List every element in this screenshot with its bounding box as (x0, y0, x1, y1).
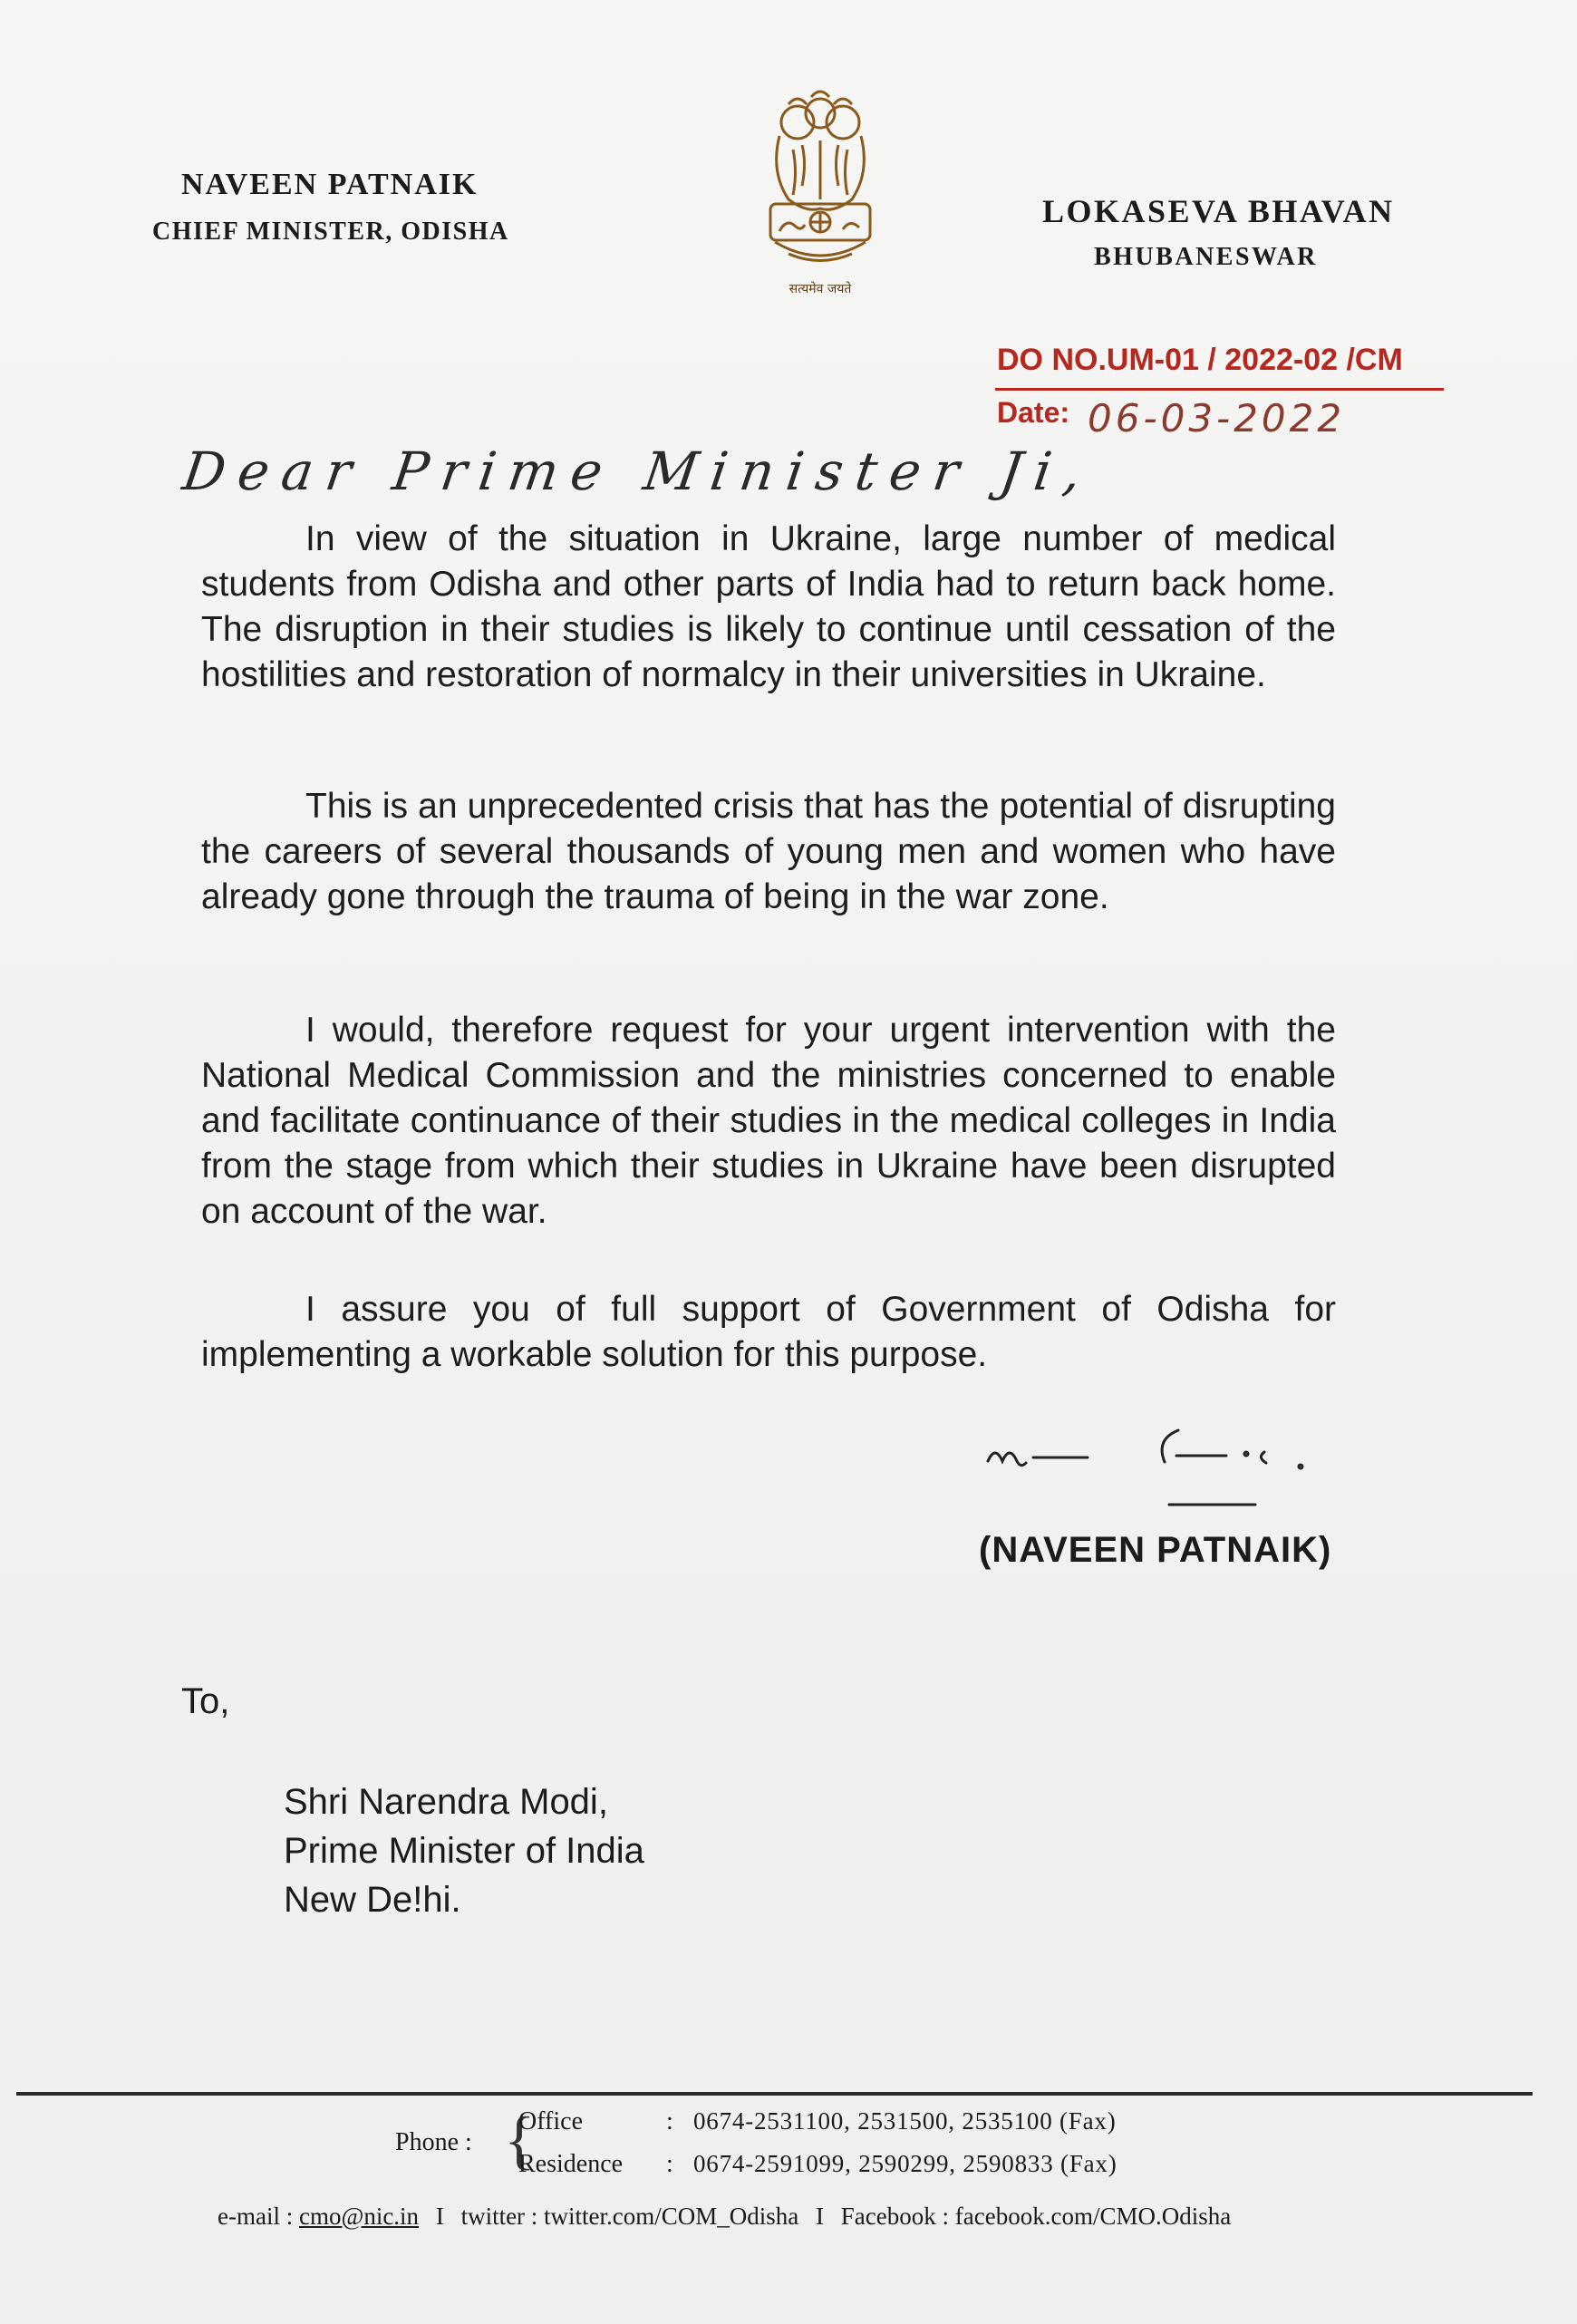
to-label: To, (181, 1681, 230, 1721)
body-paragraph: In view of the situation in Ukraine, large number of medical students from Odisha and other parts of India had to return back home. The disruption in their studies is likely to continue until cessation of the hostilities and restoration of normalcy in their universities in Ukraine. (201, 519, 1336, 694)
office-label: Office (518, 2107, 583, 2135)
email-link[interactable]: cmo@nic.in (298, 2203, 420, 2230)
office-colon: : (666, 2107, 673, 2135)
footer-divider (16, 2092, 1533, 2096)
residence-numbers: 0674-2591099, 2590299, 2590833 (Fax) (693, 2150, 1117, 2177)
phone-brace: { (504, 2104, 536, 2176)
office-numbers: 0674-2531100, 2531500, 2535100 (Fax) (693, 2107, 1117, 2135)
body-paragraph: This is an unprecedented crisis that has the potential of disrupting the careers of several thousands of young men and women who have already gone through the trauma of being in the war zone. (201, 787, 1336, 916)
sender-title: CHIEF MINISTER, ODISHA (152, 218, 509, 246)
do-number-underline (995, 388, 1444, 391)
separator: I (816, 2203, 825, 2230)
national-emblem-icon (752, 86, 888, 304)
contact-line (218, 2203, 1231, 2231)
residence-label: Residence (518, 2150, 624, 2178)
email-label: e-mail : (218, 2203, 294, 2230)
handwritten-signature (979, 1414, 1396, 1523)
facebook-label: Facebook : (840, 2203, 950, 2230)
date-value: 06-03-2022 (1088, 396, 1346, 441)
sender-name: NAVEEN PATNAIK (181, 168, 479, 201)
office-name: LOKASEVA BHAVAN (1042, 193, 1395, 229)
date-label: Date: (997, 396, 1070, 429)
body-paragraph: I assure you of full support of Government of Odisha for implementing a workable solution for this purpose. (201, 1290, 1336, 1374)
handwritten-salutation (179, 421, 1098, 521)
do-number: DO NO.UM-01 / 2022-02 /CM (997, 343, 1403, 377)
body-paragraph: I would, therefore request for your urgent intervention with the National Medical Commission and the ministries concerned to enable and facilitate continuance of their studies in the medical colleges in India from the stage from which their studies in Ukraine have been disrupted on account of the war. (201, 1011, 1336, 1231)
twitter-link[interactable]: twitter.com/COM_Odisha (544, 2203, 799, 2230)
addressee-line: Shri Narendra Modi, (284, 1782, 608, 1822)
residence-colon: : (666, 2150, 673, 2178)
emblem-caption: सत्यमेव जयते (788, 282, 852, 296)
facebook-link[interactable]: facebook.com/CMO.Odisha (954, 2203, 1232, 2230)
signatory-name: (NAVEEN PATNAIK) (979, 1530, 1332, 1570)
phone-label: Phone : (395, 2128, 472, 2156)
addressee-line: Prime Minister of India (284, 1831, 644, 1871)
twitter-label: twitter : (460, 2203, 538, 2230)
addressee-line: New De!hi. (284, 1880, 461, 1920)
salutation-text: Dear Prime Minister Ji, (179, 441, 1098, 502)
separator: I (435, 2203, 444, 2230)
office-city: BHUBANESWAR (1094, 243, 1318, 271)
